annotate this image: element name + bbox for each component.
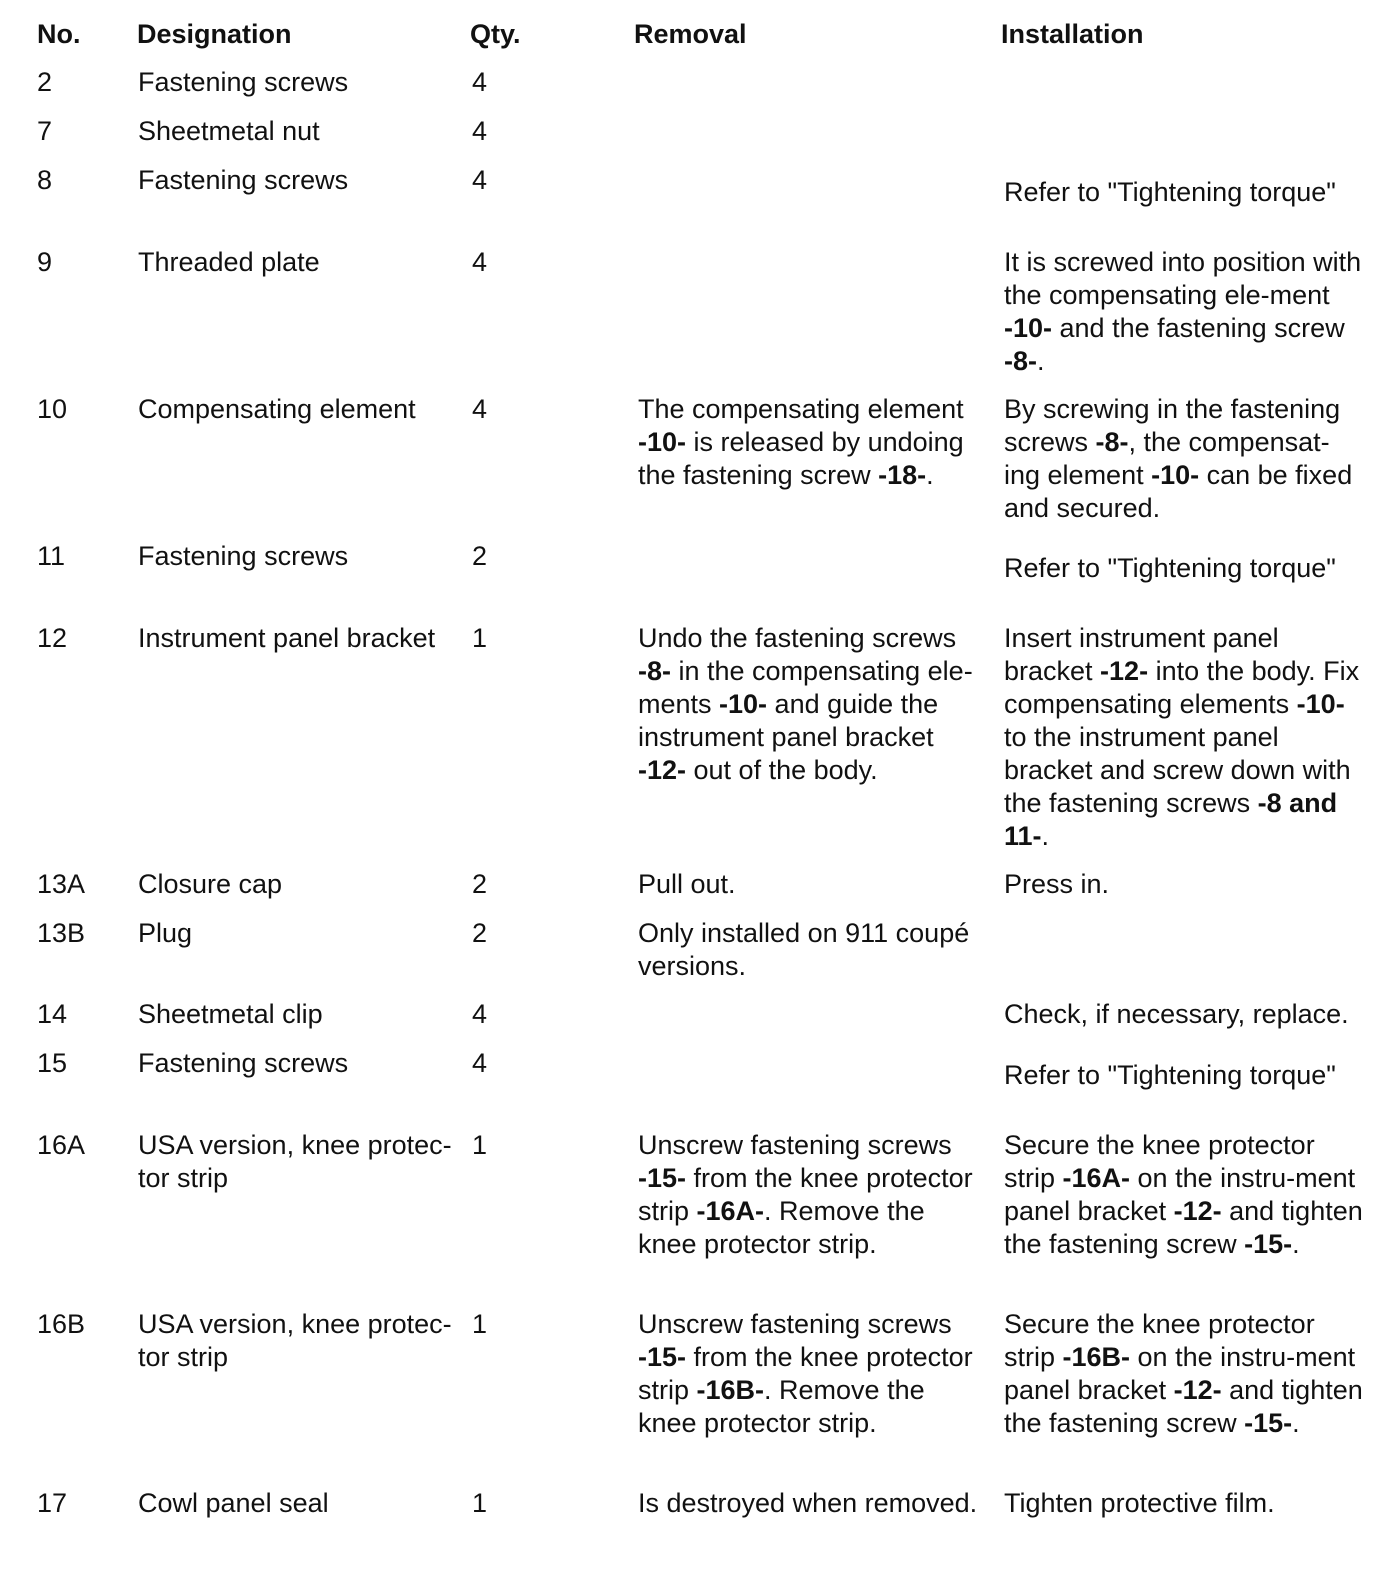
cell-designation: Plug [138,918,193,948]
cell-qty: 1 [472,623,488,653]
cell-designation: Fastening screws [138,165,349,195]
cell-no: 11 [37,541,66,571]
cell-no: 10 [37,394,68,424]
cell-designation: Sheetmetal nut [138,116,320,146]
cell-removal: Undo the fastening screws -8- in the compensating ele-ments -10- and guide the instrument panel bracket -12- out of the body. [638,623,973,785]
cell-no: 16B [37,1309,86,1339]
cell-removal: Unscrew fastening screws -15- from the knee protector strip -16B-. Remove the knee protector strip. [638,1309,973,1438]
cell-designation: Fastening screws [138,1048,349,1078]
cell-qty: 1 [472,1488,488,1518]
cell-no: 13B [37,918,86,948]
column-header-no: No. [37,19,81,49]
cell-removal: Pull out. [638,869,736,899]
cell-installation: Tighten protective film. [1004,1488,1275,1518]
cell-installation: Check, if necessary, replace. [1004,999,1349,1029]
cell-designation: Threaded plate [138,247,320,277]
cell-qty: 1 [472,1130,488,1160]
cell-designation: Sheetmetal clip [138,999,323,1029]
column-header-designation: Designation [137,19,292,49]
cell-no: 7 [37,116,53,146]
cell-installation: Press in. [1004,869,1110,899]
cell-no: 16A [37,1130,86,1160]
cell-installation: Refer to "Tightening torque" [1004,553,1336,583]
cell-designation: Fastening screws [138,67,349,97]
cell-designation: USA version, knee protec-tor strip [138,1309,452,1372]
column-header-removal: Removal [634,19,747,49]
cell-installation: Secure the knee protector strip -16B- on the instru-ment panel bracket -12- and tighten the fastening screw -15-. [1004,1309,1363,1438]
cell-removal: The compensating element -10- is released by undoing the fastening screw -18-. [638,394,964,490]
column-header-installation: Installation [1001,19,1144,49]
cell-installation: Secure the knee protector strip -16A- on the instru-ment panel bracket -12- and tighten the fastening screw -15-. [1004,1130,1363,1259]
cell-designation: USA version, knee protec-tor strip [138,1130,452,1193]
cell-qty: 4 [472,247,488,277]
cell-qty: 2 [472,541,488,571]
cell-no: 2 [37,67,53,97]
cell-no: 17 [37,1488,68,1518]
cell-qty: 4 [472,1048,488,1078]
cell-designation: Instrument panel bracket [138,623,436,653]
cell-qty: 2 [472,918,488,948]
cell-installation: Refer to "Tightening torque" [1004,1060,1336,1090]
cell-removal: Unscrew fastening screws -15- from the knee protector strip -16A-. Remove the knee protector strip. [638,1130,973,1259]
cell-designation: Compensating element [138,394,416,424]
cell-no: 15 [37,1048,68,1078]
cell-removal: Only installed on 911 coupé versions. [638,918,970,981]
cell-designation: Closure cap [138,869,283,899]
cell-installation: Insert instrument panel bracket -12- into the body. Fix compensating elements -10- to the instrument panel bracket and screw down with the fastening screws -8 and 11-. [1004,623,1360,851]
cell-qty: 2 [472,869,488,899]
cell-no: 14 [37,999,68,1029]
cell-qty: 4 [472,394,488,424]
cell-removal: Is destroyed when removed. [638,1488,978,1518]
cell-no: 9 [37,247,53,277]
cell-no: 13A [37,869,86,899]
cell-qty: 4 [472,999,488,1029]
column-header-qty: Qty. [470,19,521,49]
cell-qty: 4 [472,165,488,195]
cell-designation: Cowl panel seal [138,1488,329,1518]
cell-no: 12 [37,623,68,653]
cell-no: 8 [37,165,53,195]
cell-designation: Fastening screws [138,541,349,571]
cell-qty: 1 [472,1309,488,1339]
cell-installation: Refer to "Tightening torque" [1004,177,1336,207]
cell-qty: 4 [472,116,488,146]
cell-installation: It is screwed into position with the compensating ele-ment -10- and the fastening screw -8-. [1004,247,1362,376]
cell-qty: 4 [472,67,488,97]
cell-installation: By screwing in the fastening screws -8-, the compensat-ing element -10- can be fixed and secured. [1004,394,1353,523]
